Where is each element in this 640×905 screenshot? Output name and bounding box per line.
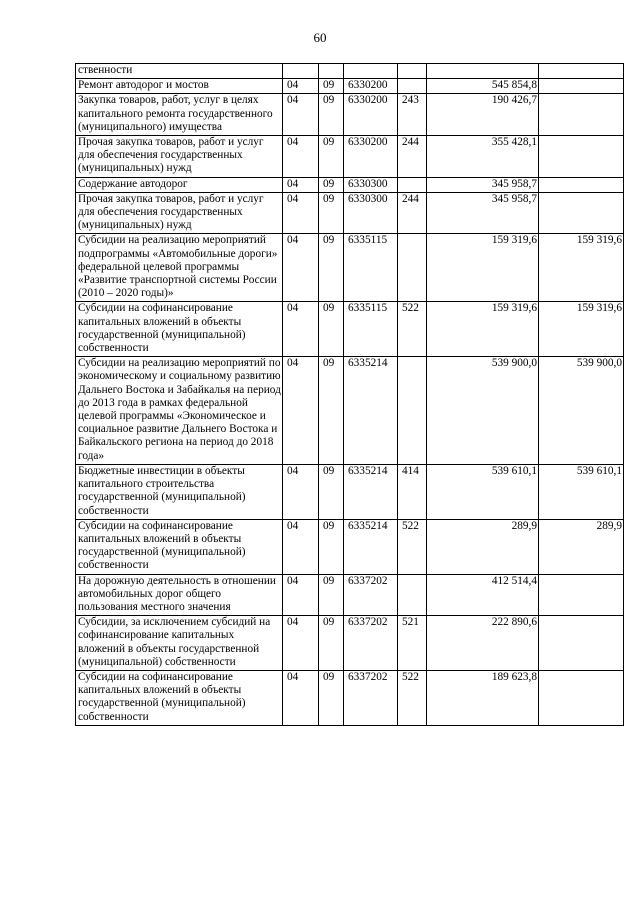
cell-target-article: 6335214 (344, 464, 398, 519)
cell-name: Субсидии на реализацию мероприятий подпрограммы «Автомобильные дороги» федеральной целевой программы «Развитие транспортной системы России (2010 – 2020 годы)» (76, 234, 283, 302)
cell-amount: 289,9 (427, 519, 539, 574)
cell-subsection: 09 (319, 234, 344, 302)
cell-expense-type: 522 (398, 302, 427, 357)
cell-name: Субсидии на софинансирование капитальных вложений в объекты государственной (муниципальной) собственности (76, 519, 283, 574)
cell-expense-type: 243 (398, 94, 427, 136)
cell-name: Закупка товаров, работ, услуг в целях капитального ремонта государственного (муниципального) имущества (76, 94, 283, 136)
cell-section: 04 (283, 357, 319, 465)
cell-target-article: 6337202 (344, 670, 398, 725)
cell-subsection: 09 (319, 616, 344, 671)
cell-section: 04 (283, 94, 319, 136)
cell-target-article: 6330200 (344, 94, 398, 136)
cell-target-article: 6330300 (344, 192, 398, 234)
cell-target-article (344, 64, 398, 79)
cell-amount: 345 958,7 (427, 177, 539, 192)
table-body (76, 64, 624, 726)
cell-amount-federal (539, 670, 624, 725)
cell-amount-federal: 539 900,0 (539, 357, 624, 465)
cell-amount-federal: 159 319,6 (539, 302, 624, 357)
cell-section: 04 (283, 464, 319, 519)
table-row (76, 519, 624, 574)
cell-amount: 222 890,6 (427, 616, 539, 671)
cell-section: 04 (283, 519, 319, 574)
cell-amount: 545 854,8 (427, 79, 539, 94)
cell-expense-type: 521 (398, 616, 427, 671)
cell-target-article: 6337202 (344, 574, 398, 616)
cell-section: 04 (283, 616, 319, 671)
table-row (76, 192, 624, 234)
cell-amount: 412 514,4 (427, 574, 539, 616)
cell-section (283, 64, 319, 79)
cell-name: Субсидии на реализацию мероприятий по экономическому и социальному развитию Дальнего Востока и Забайкалья на период до 2013 года в рамках федеральной целевой программы «Экономическое и социальное развитие Дальнего Востока и Байкальского региона на период до 2018 года» (76, 357, 283, 465)
cell-subsection: 09 (319, 574, 344, 616)
cell-target-article: 6335214 (344, 357, 398, 465)
cell-section: 04 (283, 192, 319, 234)
cell-subsection (319, 64, 344, 79)
cell-section: 04 (283, 136, 319, 178)
cell-expense-type (398, 574, 427, 616)
cell-target-article: 6337202 (344, 616, 398, 671)
cell-subsection: 09 (319, 670, 344, 725)
cell-amount-federal (539, 192, 624, 234)
cell-amount-federal (539, 79, 624, 94)
cell-name: Содержание автодорог (76, 177, 283, 192)
cell-target-article: 6330200 (344, 136, 398, 178)
table-row (76, 302, 624, 357)
table-row (76, 94, 624, 136)
cell-name: ственности (76, 64, 283, 79)
cell-amount (427, 64, 539, 79)
cell-amount: 190 426,7 (427, 94, 539, 136)
cell-amount-federal: 539 610,1 (539, 464, 624, 519)
cell-name: На дорожную деятельность в отношении автомобильных дорог общего пользования местного значения (76, 574, 283, 616)
cell-amount-federal (539, 64, 624, 79)
cell-section: 04 (283, 574, 319, 616)
table-row (76, 234, 624, 302)
cell-target-article: 6330200 (344, 79, 398, 94)
table-row (76, 616, 624, 671)
cell-amount: 539 900,0 (427, 357, 539, 465)
cell-section: 04 (283, 177, 319, 192)
table-row (76, 574, 624, 616)
cell-expense-type (398, 64, 427, 79)
cell-amount-federal (539, 94, 624, 136)
cell-name: Ремонт автодорог и мостов (76, 79, 283, 94)
cell-subsection: 09 (319, 464, 344, 519)
cell-subsection: 09 (319, 136, 344, 178)
table-row (76, 464, 624, 519)
cell-target-article: 6335115 (344, 302, 398, 357)
cell-amount-federal: 159 319,6 (539, 234, 624, 302)
cell-target-article: 6335115 (344, 234, 398, 302)
cell-amount: 345 958,7 (427, 192, 539, 234)
cell-expense-type: 414 (398, 464, 427, 519)
cell-name: Бюджетные инвестиции в объекты капитального строительства государственной (муниципальной) собственности (76, 464, 283, 519)
cell-expense-type: 244 (398, 192, 427, 234)
budget-table (75, 63, 624, 726)
table-row (76, 670, 624, 725)
cell-section: 04 (283, 79, 319, 94)
cell-amount-federal (539, 177, 624, 192)
table-row (76, 64, 624, 79)
cell-section: 04 (283, 302, 319, 357)
table-row (76, 357, 624, 465)
cell-target-article: 6330300 (344, 177, 398, 192)
cell-subsection: 09 (319, 302, 344, 357)
cell-section: 04 (283, 670, 319, 725)
cell-subsection: 09 (319, 177, 344, 192)
cell-expense-type (398, 234, 427, 302)
cell-expense-type (398, 79, 427, 94)
cell-name: Субсидии на софинансирование капитальных вложений в объекты государственной (муниципальной) собственности (76, 670, 283, 725)
cell-name: Прочая закупка товаров, работ и услуг для обеспечения государственных (муниципальных) нужд (76, 136, 283, 178)
table-row (76, 136, 624, 178)
cell-expense-type: 522 (398, 670, 427, 725)
cell-amount-federal (539, 136, 624, 178)
cell-name: Субсидии на софинансирование капитальных вложений в объекты государственной (муниципальной) собственности (76, 302, 283, 357)
cell-amount: 159 319,6 (427, 302, 539, 357)
cell-expense-type (398, 357, 427, 465)
cell-expense-type (398, 177, 427, 192)
cell-amount: 355 428,1 (427, 136, 539, 178)
table-row (76, 79, 624, 94)
cell-amount-federal: 289,9 (539, 519, 624, 574)
cell-amount: 539 610,1 (427, 464, 539, 519)
cell-name: Субсидии, за исключением субсидий на софинансирование капитальных вложений в объекты государственной (муниципальной) собственности (76, 616, 283, 671)
cell-subsection: 09 (319, 357, 344, 465)
cell-target-article: 6335214 (344, 519, 398, 574)
cell-amount-federal (539, 574, 624, 616)
cell-subsection: 09 (319, 192, 344, 234)
cell-name: Прочая закупка товаров, работ и услуг для обеспечения государственных (муниципальных) нужд (76, 192, 283, 234)
cell-expense-type: 522 (398, 519, 427, 574)
cell-subsection: 09 (319, 94, 344, 136)
cell-amount-federal (539, 616, 624, 671)
cell-subsection: 09 (319, 79, 344, 94)
cell-subsection: 09 (319, 519, 344, 574)
table-row (76, 177, 624, 192)
cell-section: 04 (283, 234, 319, 302)
cell-amount: 189 623,8 (427, 670, 539, 725)
cell-amount: 159 319,6 (427, 234, 539, 302)
page-number: 60 (313, 30, 327, 45)
cell-expense-type: 244 (398, 136, 427, 178)
